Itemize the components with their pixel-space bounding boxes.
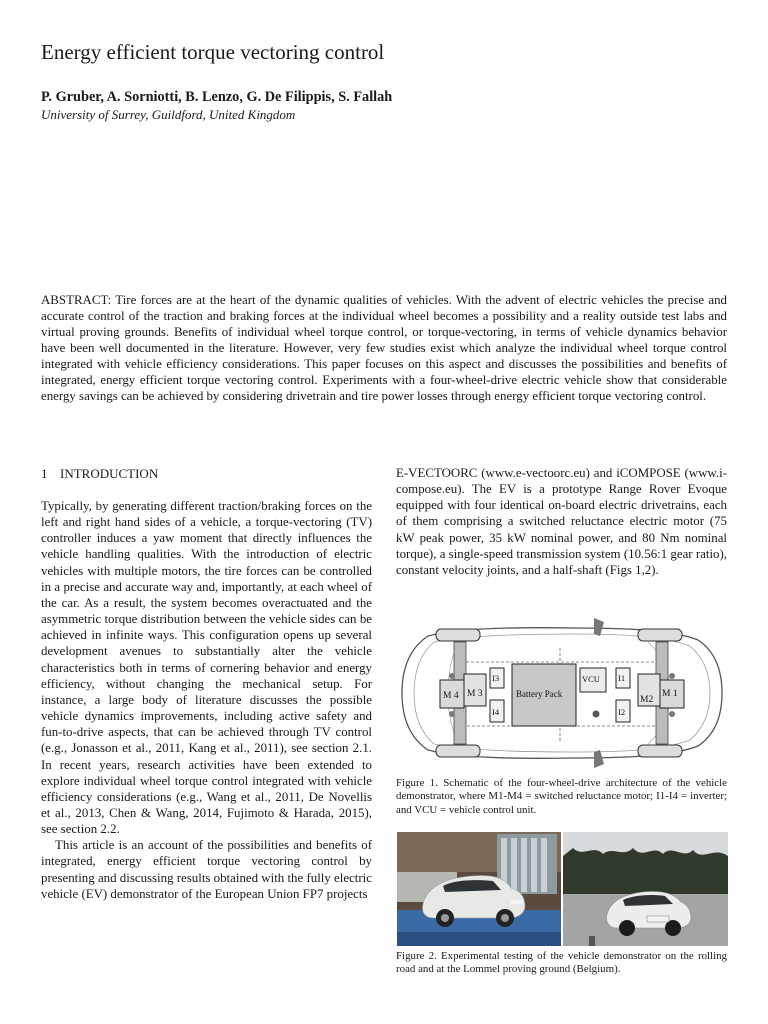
label-m2: M2 (640, 695, 654, 705)
figure-1-caption: Figure 1. Schematic of the four-wheel-drive architecture of the vehicle demonstrator, where M1-M4 = switched reluctance motor; I1-I4 = inverter; and VCU = vehicle control unit. (396, 777, 727, 816)
figure-2-photo-rolling-road (397, 832, 561, 946)
label-m3: M 3 (467, 689, 483, 699)
abstract: ABSTRACT: Tire forces are at the heart of the dynamic qualities of vehicles. With the advent of electric vehicles the precise and accurate control of the traction and braking forces at the individual wheel becomes a possibility and a reality outside test labs and virtual proving grounds. Benefits of individual wheel torque control, or torque-vectoring, in terms of vehicle dynamics behavior have been well documented in the literature. However, very few studies exist which analyze the individual wheel torque control integrated with vehicle efficiency considerations. This paper focuses on this aspect and discusses the possibilities and benefits of integrated, energy efficient torque vectoring control. Experiments with a four-wheel-drive electric vehicle show that considerable energy savings can be achieved by considering drivetrain and tire power losses through energy efficient torque vectoring control. (41, 293, 727, 404)
intro-paragraph-2: This article is an account of the possibilities and benefits of integrated, energy efficient torque vectoring control by presenting and discussing results obtained with the fully electric vehicle (EV) demonstrator of the European Union FP7 projects (41, 838, 372, 901)
label-battery-pack: Battery Pack (516, 689, 563, 699)
section-heading (41, 466, 158, 482)
label-i2: I2 (618, 707, 626, 717)
section-number: 1 (41, 466, 48, 481)
intro-paragraph-3: E-VECTOORC (www.e-vectoorc.eu) and iCOMPOSE (www.i-compose.eu). The EV is a prototype Range Rover Evoque equipped with four identical on-board electric drivetrains, each of them comprising a switched reluctance electric motor (75 kW peak power, 35 kW nominal power, and 80 Nm nominal torque), a single-speed transmission system (10.56:1 gear ratio), constant velocity joints, and a half-shaft (Figs 1,2). (396, 466, 727, 577)
label-m1: M 1 (662, 689, 678, 699)
intro-paragraph-1: Typically, by generating different traction/braking forces on the left and right hand sides of a vehicle, a torque-vectoring (TV) controller induces a yaw moment that directly influences the vehicle handling qualities. With the introduction of electric vehicles with multiple motors, the tire forces can be controlled in a precise and accurate way and, importantly, at each wheel of the car. As a result, the system becomes overactuated and the asymmetric torque distribution between the vehicle sides can be achieved in infinite ways. This configuration opens up several development avenues to substantially alter the vehicle characteristics both in terms of cornering behavior and energy efficiency, without changing the mechanical setup. For instance, a large body of literature discusses the possible vehicle dynamics improvements, including active safety and fun-to-drive aspects, that can be achieved through TV control (e.g., Jonasson et al., 2011, Kang et al., 2011), see section 2.1. In recent years, research activities have been extended to explore individual wheel torque control integrated with vehicle efficiency considerations (e.g., Wang et al., 2011, De Novellis et al., 2013, Chen & Wang, 2014, Fujimoto & Harada, 2015), see section 2.2. (41, 499, 372, 837)
paper-title: Energy efficient torque vectoring control (41, 40, 385, 64)
label-m4: M 4 (443, 691, 459, 701)
right-column (396, 465, 727, 578)
figure-2-photo-proving-ground (563, 832, 728, 946)
figure-2-caption: Figure 2. Experimental testing of the vehicle demonstrator on the rolling road and at the Lommel proving ground (Belgium). (396, 950, 727, 976)
label-i1: I1 (618, 673, 626, 683)
left-column (41, 498, 372, 902)
label-i4: I4 (492, 707, 500, 717)
author-list: P. Gruber, A. Sorniotti, B. Lenzo, G. De Filippis, S. Fallah (41, 89, 393, 105)
label-vcu: VCU (582, 674, 600, 684)
author-affiliation: University of Surrey, Guildford, United Kingdom (41, 107, 296, 122)
figure-1-schematic (398, 618, 723, 768)
section-title: INTRODUCTION (60, 466, 159, 481)
label-i3: I3 (492, 673, 500, 683)
